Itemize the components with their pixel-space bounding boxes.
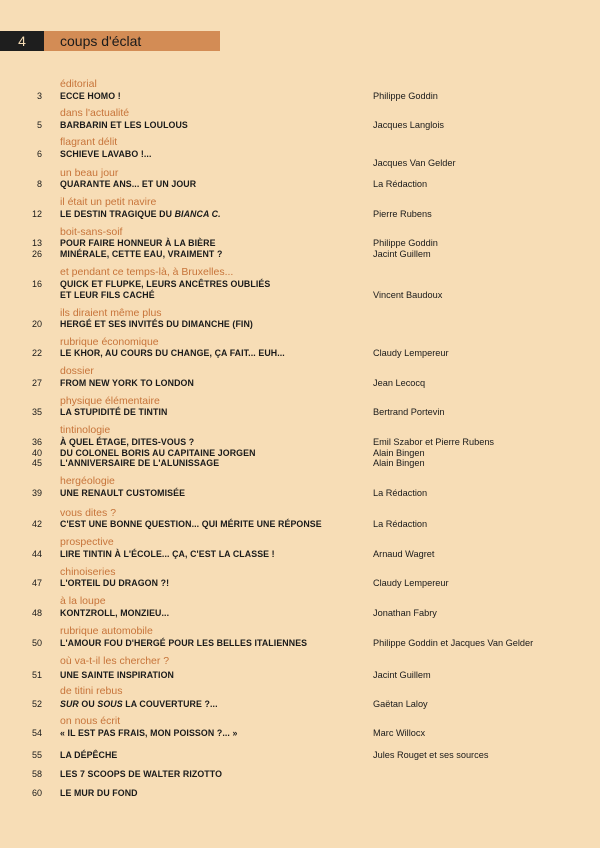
toc-category: tintinologie [60,424,111,436]
toc-title: QUARANTE ANS... ET UN JOUR [60,179,197,189]
toc-category: on nous écrit [60,715,121,727]
toc-title: KONTZROLL, MONZIEU... [60,608,170,618]
toc-title: ECCE HOMO ! [60,91,121,101]
toc-author: Philippe Goddin et Jacques Van Gelder [373,638,534,648]
toc-category: éditorial [60,78,97,90]
toc-page-number: 26 [31,249,42,259]
toc-category: boit-sans-soif [60,226,123,238]
toc-page-number: 35 [31,407,42,417]
toc-page-number: 54 [31,728,42,738]
toc-title: LES 7 SCOOPS DE WALTER RIZOTTO [60,769,223,779]
toc-title: HERGÉ ET SES INVITÉS DU DIMANCHE (FIN) [60,319,253,329]
toc-author: Gaëtan Laloy [373,699,428,709]
toc-page-number: 58 [31,769,42,779]
toc-author: Jules Rouget et ses sources [373,750,489,760]
toc-category: rubrique économique [60,336,159,348]
toc-title-part: SOUS [97,699,123,709]
toc-page-number: 42 [31,519,42,529]
toc-author: Bertrand Portevin [373,407,445,417]
toc-author: Philippe Goddin [373,238,438,248]
toc-title: LIRE TINTIN À L'ÉCOLE... ÇA, C'EST LA CLASSE ! [60,549,275,559]
toc-title: À QUEL ÉTAGE, DITES-VOUS ? [60,437,195,447]
toc-title-part: OU [78,699,98,709]
toc-title: ET LEUR FILS CACHÉ [60,290,155,300]
toc-author: Jean Lecocq [373,378,426,388]
toc-author: Emil Szabor et Pierre Rubens [373,437,495,447]
toc-author: Jacint Guillem [373,249,431,259]
toc-category: de titini rebus [60,685,123,697]
toc-category: vous dites ? [60,507,117,519]
toc-page-number: 52 [31,699,42,709]
toc-title: UNE RENAULT CUSTOMISÉE [60,488,186,498]
toc-title: QUICK ET FLUPKE, LEURS ANCÊTRES OUBLIÉS [60,279,271,289]
toc-title [60,209,221,220]
toc-author: La Rédaction [373,179,428,189]
toc-category: un beau jour [60,167,119,179]
toc-title: DU COLONEL BORIS AU CAPITAINE JORGEN [60,448,256,458]
toc-title-part: SUR [60,699,79,709]
toc-author: Alain Bingen [373,448,425,458]
toc-author: La Rédaction [373,519,428,529]
toc-page-number: 45 [31,458,42,468]
toc-author: Claudy Lempereur [373,578,449,588]
section-title: coups d'éclat [44,31,220,51]
toc-page-number: 40 [31,448,42,458]
toc-title: LE MUR DU FOND [60,788,138,798]
toc-author: Philippe Goddin [373,91,438,101]
toc-title: UNE SAINTE INSPIRATION [60,670,174,680]
toc-title-italic: BIANCA C. [174,209,221,219]
page-number: 4 [0,31,44,51]
toc-title: L'AMOUR FOU D'HERGÉ POUR LES BELLES ITALIENNES [60,638,308,648]
toc-page-number: 27 [31,378,42,388]
toc-page-number: 12 [31,209,42,219]
toc-title: L'ANNIVERSAIRE DE L'ALUNISSAGE [60,458,220,468]
toc-page-number: 44 [31,549,42,559]
toc-page-number: 36 [31,437,42,447]
toc-page-number: 16 [31,279,42,289]
toc-title: C'EST UNE BONNE QUESTION... QUI MÉRITE UNE RÉPONSE [60,519,322,529]
toc-category: rubrique automobile [60,625,153,637]
toc-category: prospective [60,536,114,548]
toc-title: MINÉRALE, CETTE EAU, VRAIMENT ? [60,249,223,259]
toc-title: L'ORTEIL DU DRAGON ?! [60,578,170,588]
toc-title [60,699,218,710]
toc-page-number: 13 [31,238,42,248]
toc-page-number: 55 [31,750,42,760]
toc-page-number: 22 [31,348,42,358]
toc-author: Jonathan Fabry [373,608,437,618]
toc-page-number: 50 [31,638,42,648]
toc-category: et pendant ce temps-là, à Bruxelles... [60,266,234,278]
toc-page-number: 60 [31,788,42,798]
toc-author: Jacques Langlois [373,120,444,130]
toc-title: « IL EST PAS FRAIS, MON POISSON ?... » [60,728,238,738]
toc-title-part: LE DESTIN TRAGIQUE DU [60,209,175,219]
toc-author: La Rédaction [373,488,428,498]
toc-category: ils diraient même plus [60,307,162,319]
toc-category: dans l'actualité [60,107,130,119]
toc-page-number: 6 [36,149,42,159]
toc-category: où va-t-il les chercher ? [60,655,170,667]
toc-author: Marc Willocx [373,728,426,738]
toc-author: Vincent Baudoux [373,290,443,300]
toc-title-part: LA COUVERTURE ?... [122,699,218,709]
toc-author: Arnaud Wagret [373,549,435,559]
toc-page-number: 51 [31,670,42,680]
toc-page-number: 48 [31,608,42,618]
toc-title: SCHIEVE LAVABO !... [60,149,152,159]
toc-title: LE KHOR, AU COURS DU CHANGE, ÇA FAIT... EUH... [60,348,285,358]
toc-author: Alain Bingen [373,458,425,468]
toc-title: LA DÉPÊCHE [60,750,118,760]
toc-author: Pierre Rubens [373,209,432,219]
toc-author: Claudy Lempereur [373,348,449,358]
toc-category: physique élémentaire [60,395,160,407]
toc-page-number: 47 [31,578,42,588]
toc-page-number: 39 [31,488,42,498]
toc-title: LA STUPIDITÉ DE TINTIN [60,407,168,417]
toc-title: BARBARIN ET LES LOULOUS [60,120,188,130]
toc-page-number: 5 [36,120,42,130]
toc-category: flagrant délit [60,136,118,148]
toc-page-number: 3 [36,91,42,101]
toc-category: hergéologie [60,475,115,487]
toc-author: Jacint Guillem [373,670,431,680]
toc-page-number: 20 [31,319,42,329]
toc-page-number: 8 [36,179,42,189]
toc-title: FROM NEW YORK TO LONDON [60,378,194,388]
toc-category: dossier [60,365,94,377]
toc-category: il était un petit navire [60,196,157,208]
toc-author: Jacques Van Gelder [373,158,456,168]
toc-title: POUR FAIRE HONNEUR À LA BIÈRE [60,238,216,248]
toc-category: chinoiseries [60,566,116,578]
toc-category: à la loupe [60,595,106,607]
